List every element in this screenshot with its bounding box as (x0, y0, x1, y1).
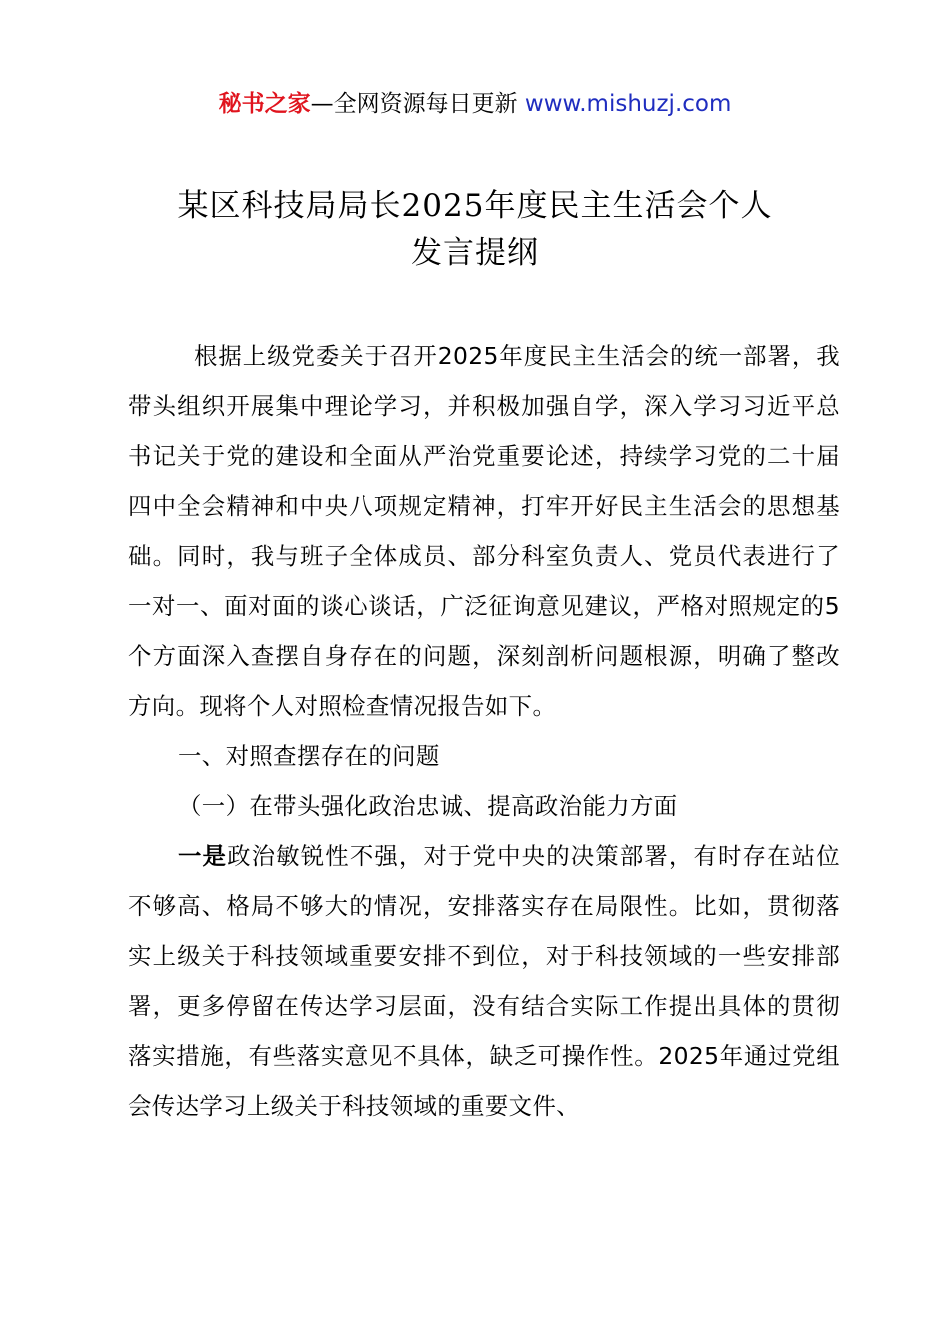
point-lead: 一是 (178, 842, 228, 870)
site-header (0, 86, 950, 122)
site-brand: 秘书之家 (218, 91, 311, 117)
document-title (0, 183, 950, 277)
site-tagline: —全网资源每日更新 (310, 91, 525, 117)
section-heading: 一、对照查摆存在的问题 (178, 742, 440, 770)
site-url-link[interactable]: www.mishuzj.com (524, 91, 732, 117)
subsection-heading: （一）在带头强化政治忠诚、提高政治能力方面 (178, 792, 678, 820)
document-body (128, 331, 840, 1131)
title-line-2: 发言提纲 (411, 235, 539, 271)
intro-paragraph: 根据上级党委关于召开2025年度民主生活会的统一部署，我带头组织开展集中理论学习，并积极加强自学，深入学习习近平总书记关于党的建设和全面从严治党重要论述，持续学习党的二十届四中全会精神和中央八项规定精神，打牢开好民主生活会的思想基础。同时，我与班子全体成员、部分科室负责人、党员代表进行了一对一、面对面的谈心谈话，广泛征询意见建议，严格对照规定的5个方面深入查摆自身存在的问题，深刻剖析问题根源，明确了整改方向。现将个人对照检查情况报告如下。 (128, 342, 840, 720)
point-paragraph (128, 831, 840, 1131)
title-line-1: 某区科技局局长2025年度民主生活会个人 (177, 188, 773, 224)
point-text: 政治敏锐性不强，对于党中央的决策部署，有时存在站位不够高、格局不够大的情况，安排落实存在局限性。比如，贯彻落实上级关于科技领域重要安排不到位，对于科技领域的一些安排部署，更多停留在传达学习层面，没有结合实际工作提出具体的贯彻落实措施，有些落实意见不具体，缺乏可操作性。2025年通过党组会传达学习上级关于科技领域的重要文件、 (128, 842, 840, 1120)
